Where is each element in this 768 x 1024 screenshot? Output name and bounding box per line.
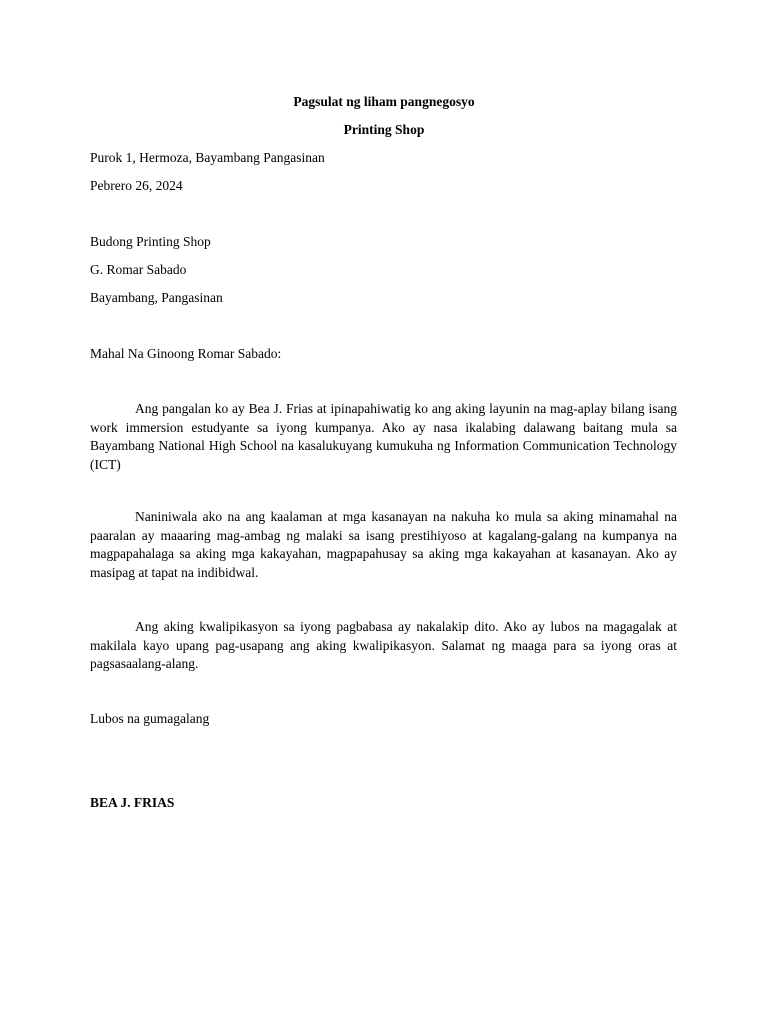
recipient-location: Bayambang, Pangasinan [90, 290, 223, 305]
closing: Lubos na gumagalang [90, 711, 210, 726]
letter-subtitle: Printing Shop [343, 122, 425, 137]
letter-title: Pagsulat ng liham pangnegosyo [293, 94, 475, 109]
letter-date: Pebrero 26, 2024 [90, 178, 183, 193]
recipient-name: G. Romar Sabado [90, 262, 187, 277]
signature-name: BEA J. FRIAS [90, 795, 175, 810]
body-paragraph-3: Ang aking kwalipikasyon sa iyong pagbabasa ay nakalakip dito. Ako ay lubos na magagalak at makilala kayo upang pag-usapang ang aking kwalipikasyon. Salamat ng maaga para sa iyong oras at pagsasaalang-alang. [90, 619, 677, 671]
body-paragraph-2: Naniniwala ako na ang kaalaman at mga kasanayan na nakuha ko mula sa aking minamahal na paaralan ay maaaring mag-ambag ng malaki sa isang prestihiyoso at kagalang-galang na kumpanya na magpapahalaga sa aking mga kakayahan, magpapahusay sa aking mga kakayahan at kasanayan. Ako ay masipag at tapat na indibidwal. [90, 509, 677, 580]
body-paragraph-1: Ang pangalan ko ay Bea J. Frias at ipinapahiwatig ko ang aking layunin na mag-aplay bilang isang work immersion estudyante sa iyong kumpanya. Ako ay nasa ikalabing dalawang baitang mula sa Bayambang National High School na kasalukuyang kumukuha ng Information Communication Technology (ICT) [90, 401, 677, 472]
recipient-company: Budong Printing Shop [90, 234, 211, 249]
salutation: Mahal Na Ginoong Romar Sabado: [90, 346, 282, 361]
sender-address: Purok 1, Hermoza, Bayambang Pangasinan [90, 150, 325, 165]
